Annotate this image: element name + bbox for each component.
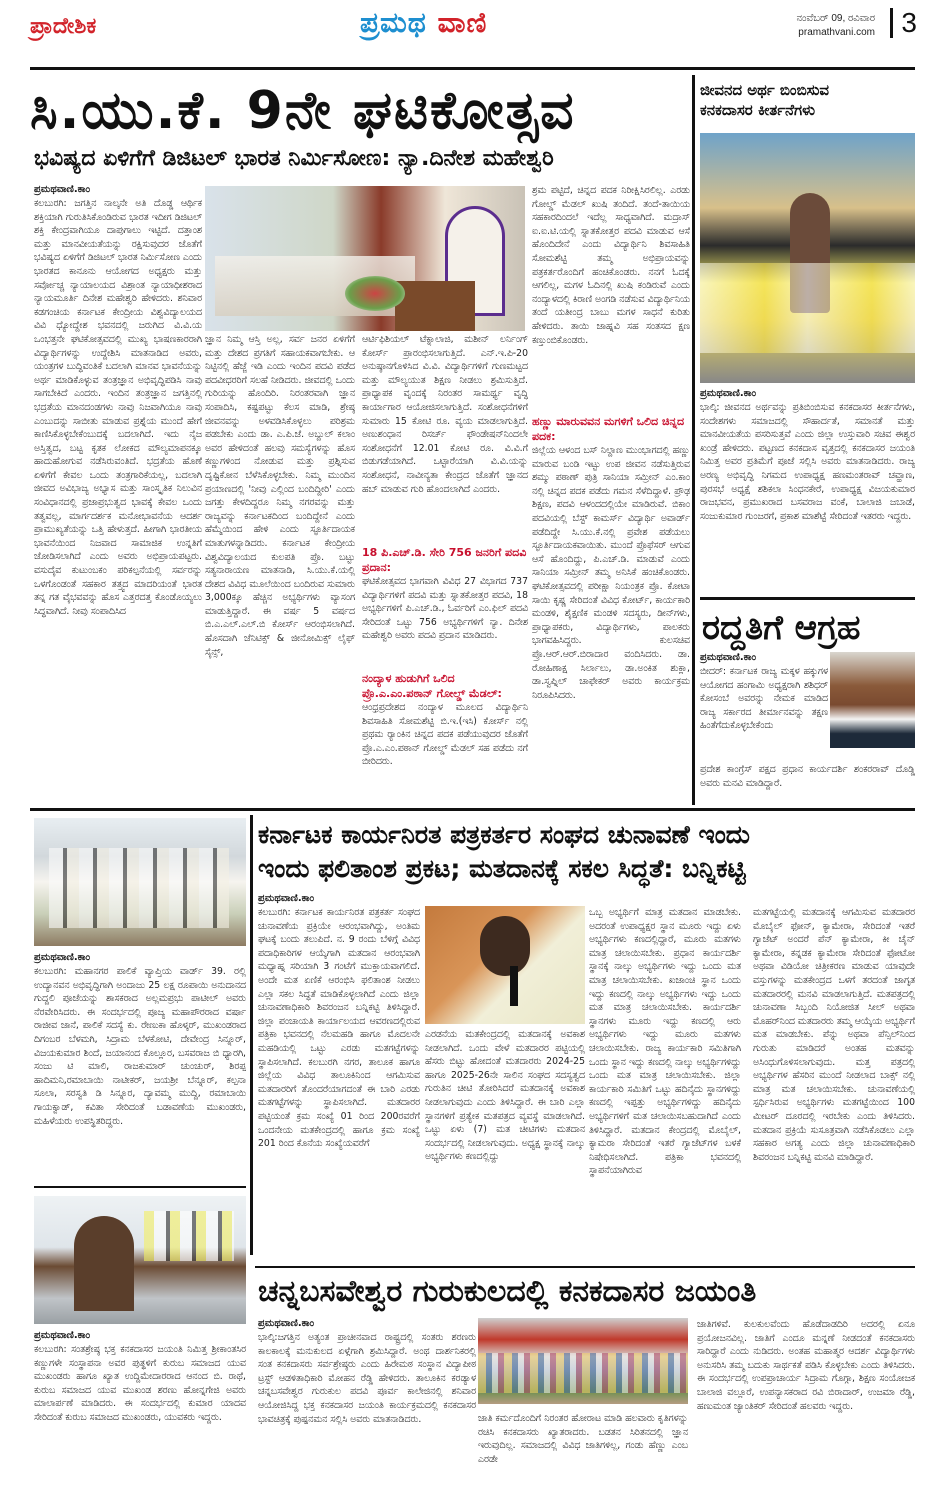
article-text: ಜಿಲ್ಲೆಯ ಆಳಂದ ಬಸ್ ನಿಲ್ದಾಣ ಮುಂಭಾಗದಲ್ಲಿ ಹಣ್ಣು ಮಾರುವ ಬಂಡಿ ಇಟ್ಟು ಉಪ ಜೀವನ ನಡೆಸುತ್ತಿರುವ ಶಮ್ಮು ಪಠಾಣ್ ಪುತ್ರಿ ಸಾನಿಯಾ ಸಮ್ರೀನ್ ಎಂ.ಕಾಂ ನಲ್ಲಿ ಚಿನ್ನದ ಪದಕ ಪಡೆದು ಗಮನ ಸೆಳೆದಿದ್ದಾಳೆ. ಪ್ರೌಢ ಶಿಕ್ಷಣ, ಪದವಿ ಆಳಂದದಲ್ಲಿಯೇ ಮಾಡಿರುವೆ. ಬಿಕಾಂ ಪದವಿಯಲ್ಲಿ ಬೆಸ್ಟ್ ಕಾಮರ್ಸ್ ವಿದ್ಯಾರ್ಥಿ ಅವಾರ್ಡ್ ಪಡೆದಿದ್ದೇ ಸಿ.ಯು.ಕೆ.ನಲ್ಲಿ ಪ್ರವೇಶ ಪಡೆಯಲು ಸ್ಫೂರ್ತಿದಾಯಕವಾಯಿತು. ಮುಂದೆ ಪ್ರೊಫೆಸರ್ ಆಗುವ ಆಸೆ ಹೊಂದಿದ್ದು, ಪಿ.ಎಚ್.ಡಿ. ಮಾಡುವೆ ಎಂದು ಸಾನಿಯಾ ಸಮ್ರೀನ್ ತಮ್ಮ ಅನಿಸಿಕೆ ಹಂಚಿಕೊಂಡರು. ಘಟಿಕೋತ್ಸವದಲ್ಲಿ ಪರೀಕ್ಷಾ ನಿಯಂತ್ರಕ ಪ್ರೊ. ಕೋಟಾ ಸಾಯಿ ಕೃಷ್ಣ ಸೇರಿದಂತೆ ವಿವಿಧ ಕೋರ್ಟ್, ಕಾರ್ಯಕಾರಿ ಮಂಡಳಿ, ಶೈಕ್ಷಣಿಕ ಮಂಡಳಿ ಸದಸ್ಯರು, ಡೀನ್‌ಗಳು, ಪ್ರಾಧ್ಯಾಪಕರು, ವಿದ್ಯಾರ್ಥಿಗಳು, ಪಾಲಕರು ಭಾಗವಹಿಸಿದ್ದರು. ಕುಲಸಚಿವ ಪ್ರೊ.ಆರ್.ಆರ್.ಬಿರಾದಾರ ವಂದಿಸಿದರು. ಡಾ. ರೋಹಿಣಾಕ್ಷ ಸಿರ್ಲಾಲು, ಡಾ.ಅಂಕಿತ ಶುಕ್ಲಾ, ಡಾ.ಸ್ವಪ್ನಿಲ್ ಚಾಫೇಕರ್ ಅವರು ಕಾರ್ಯಕ್ರಮ ನಿರೂಪಿಸಿದರು. xyxy=(532,445,690,701)
byline: ಪ್ರಮಥವಾಣಿ.ಕಾಂ xyxy=(34,952,91,963)
kanakadasa-photo xyxy=(700,133,915,383)
kanakadasa-article xyxy=(700,388,915,601)
raddati-headline[interactable]: ರದ್ದತಿಗೆ ಆಗ್ರಹ xyxy=(702,608,861,648)
subhead-fruit: ಹಣ್ಣು ಮಾರುವವನ ಮಗಳಿಗೆ ಒಲಿದ ಚಿನ್ನದ ಪದಕ: xyxy=(532,415,685,443)
ward-ceremony-photo xyxy=(34,818,246,946)
byline: ಪ್ರಮಥವಾಣಿ.ಕಾಂ xyxy=(700,652,757,663)
photo-crowd xyxy=(700,263,915,353)
jayanti-col-2 xyxy=(478,1412,688,1468)
article-text: ಭಾಲ್ಕಿ:ಜಗತ್ತಿನ ಅತ್ಯಂತ ಪ್ರಾಚೀನವಾದ ರಾಷ್ಟ್ರದಲ್ಲಿ ಸಂತರು ಶರಣರು ಕಾಲಕಾಲಕ್ಕೆ ಮನುಕುಲದ ಏಳ್ಗೆಗಾಗಿ ಶ್ರಮಿಸಿದ್ದಾರೆ. ಅಂಥ ದಾರ್ಶನಿಕರಲ್ಲಿ ಸಂತ ಕನಕದಾಸರು ಸರ್ವಶ್ರೇಷ್ಠರು ಎಂದು ಹಿರೇಮಠ ಸಂಸ್ಥಾನ ವಿದ್ಯಾಪೀಠ ಟ್ರಸ್ಟ್ ಆಡಳಿತಾಧಿಕಾರಿ ಮೋಹನ ರೆಡ್ಡಿ ಹೇಳಿದರು. ತಾಲೂಕಿನ ಕರಡ್ಯಾಳ ಚನ್ನಬಸವೇಶ್ವರ ಗುರುಕುಲ ಪದವಿ ಪೂರ್ವ ಕಾಲೇಜಿನಲ್ಲಿ ಶನಿವಾರ ಆಯೋಜಿಸಿದ್ದ ಭಕ್ತ ಕನಕದಾಸರ ಜಯಂತಿ ಕಾರ್ಯಕ್ರಮದಲ್ಲಿ ಕನಕದಾಸರ ಭಾವಚಿತ್ರಕ್ಕೆ ಪುಷ್ಪನಮನ ಸಲ್ಲಿಸಿ ಅವರು ಮಾತನಾಡಿದರು. xyxy=(258,1332,476,1425)
journalists-col-2 xyxy=(425,1028,585,1238)
subhead-nandyal: ನಂದ್ಯಾಳ ಹುಡುಗಿಗೆ ಒಲಿದ ಪ್ರೊ.ಎ.ಎಂ.ಪಠಾನ್ ಗೋಲ್ಡ್ ಮೆಡಲ್: xyxy=(362,672,502,700)
article-text: ಕಲಬುರಗಿ: ಮಹಾನಗರ ಪಾಲಿಕೆ ವ್ಯಾಪ್ತಿಯ ವಾರ್ಡ್ 39. ರಲ್ಲಿ ಉದ್ಯಾನವನ ಅಭಿವೃದ್ಧಿಗಾಗಿ ಅಂದಾಜು 25 ಲಕ್ಷ ರೂಪಾಯಿ ಅನುದಾನದ ಗುದ್ದಲಿ ಪೂಜೆಯನ್ನು ಶಾಸಕರಾದ ಅಲ್ಲಮಪ್ರಭು ಪಾಟೀಲ್ ಅವರು ನೆರವೇರಿಸಿದರು. ಈ ಸಂದರ್ಭದಲ್ಲಿ ಪೂಜ್ಯ ಮಹಾಪೌರರಾದ ವರ್ಷಾ ರಾಜೀವ ಜಾನೆ, ಪಾಲಿಕೆ ಸದಸ್ಯೆ ಕು. ರೇಣುಕಾ ಹೊಳ್ಕರ್, ಮುಖಂಡರಾದ ದಿಗಂಬರ ಬೆಳಮಗಿ, ಸಿದ್ರಾಮ ಬೆಳಕೋಟಿ, ದೇವೇಂದ್ರ ಸಿನ್ನೂರ್, ವಿಜಯಕುಮಾರ ಶಿಂದೆ, ಜಯಾನಂದ ಕೊಲ್ಲೂರ, ಬಸವರಾಜ ಬಿ ಧ್ಯಾರಗಿ, ಸಂಜು ಟಿ ಮಾಲಿ, ರಾಜಕುಮಾರ್ ಚುಂಚುರ್, ಶಿರಪ್ಪ ಹಾದಿಮನಿ,ರಮಾಬಾಯಿ ನಾಟೀಕರ್, ಜಯಶ್ರೀ ಬೆನ್ನೂರ್, ಕಲ್ಪನಾ ಸೂಲಾ, ಸರಸ್ವತಿ ಡಿ ಸಿನ್ನೂರ, ದ್ಯಾವಮ್ಮ ಮುದ್ದಿ, ರಮಾಬಾಯಿ ಗಾಯಕ್ವಾಡ್, ಕವಿತಾ ಸೇರಿದಂತೆ ಬಡಾವಣೆಯ ಮುಖಂಡರು, ಮಹಿಳೆಯರು ಉಪಸ್ಥಿತರಿದ್ದರು. xyxy=(34,966,246,1127)
kanakadasa-headline[interactable] xyxy=(700,80,915,120)
newspaper-logo[interactable] xyxy=(360,6,487,40)
statue-article xyxy=(34,1330,246,1473)
article-text: ಜಾತಿ ಕರ್ಮದೊಂದಿಗೆ ನಿರಂತರ ಹೋರಾಟ ಮಾಡಿ ಹಲವಾರು ಕೃತಿಗಳನ್ನು ರಚಿಸಿ ಕನಕದಾಸರು ಖ್ಯಾತರಾದರು. ಬಡತನ ಸಿರಿತನದಲ್ಲಿ ಜ್ಞಾನ ಇರುವುದಿಲ್ಲ. ಸಮಾಜದಲ್ಲಿ ವಿವಿಧ ಜಾತಿಗಳಿಲ್ಲ, ಗಂಡು ಹೆಣ್ಣು ಎಂಬ ಎರಡೇ xyxy=(478,1413,688,1465)
article-text: ಶ್ರಮ ಪಟ್ಟಿದೆ, ಚಿನ್ನದ ಪದಕ ನಿರೀಕ್ಷಿಸಿರಲಿಲ್ಲ. ಎರಡು ಗೋಲ್ಡ್ ಮೆಡಲ್ ಖುಷಿ ತಂದಿದೆ. ತಂದೆ-ತಾಯಿಯ ಸಹಕಾರದಿಂದಲೆ ಇದೆಲ್ಲ ಸಾಧ್ಯವಾಗಿದೆ. ಮದ್ರಾಸ್ ಐ.ಐ.ಟಿ.ಯಲ್ಲಿ ಸ್ನಾತಕೋತ್ತರ ಪದವಿ ಮಾಡುವ ಆಸೆ ಹೊಂದಿದೇನೆ ಎಂದು ವಿದ್ಯಾರ್ಥಿನಿ ಶಿವಸಾಹಿತಿ ಸೋಮಶೆಟ್ಟಿ ತಮ್ಮ ಅಭಿಪ್ರಾಯವನ್ನು ಪತ್ರಕರ್ತರೊಂದಿಗೆ ಹಂಚಿಕೊಂಡರು. ನನಗೆ ಓದಕ್ಕೆ ಆಗಲಿಲ್ಲ, ಮಗಳ ಓದಿನಲ್ಲಿ ಖುಷಿ ಕಂಡಿರುವೆ ಎಂದು ನಂದ್ಯಾಳದಲ್ಲಿ ಕಿರಾಣಿ ಅಂಗಡಿ ನಡೆಸುವ ವಿದ್ಯಾರ್ಥಿನಿಯ ತಂದೆ ಯತೀಂದ್ರ ಬಾಬು ಮಗಳ ಸಾಧನೆ ಕುರಿತು ಹೇಳಿದರು. ತಾಯಿ ಜಾಹ್ನವಿ ಸಹ ಸಂತಸದ ಕ್ಷಣ ಕಣ್ತುಂಬಿಕೊಂಡರು. xyxy=(532,185,690,346)
photo-microphone xyxy=(510,966,518,1006)
lead-col-1 xyxy=(34,184,202,809)
masthead-divider xyxy=(30,67,915,70)
photo-people xyxy=(49,848,229,928)
jayanti-col-1 xyxy=(258,1318,476,1471)
issue-date: ನಂವೆಬರ್ 09, ರವಿವಾರ xyxy=(796,13,875,24)
photo-flowers xyxy=(345,276,405,311)
article-text: ಘಟಿಕೋತ್ಸವದ ಭಾಗವಾಗಿ ವಿವಿಧ 27 ವಿಭಾಗದ 737 ವಿದ್ಯಾರ್ಥಿಗಳಿಗೆ ಪದವಿ ಮತ್ತು ಸ್ನಾತಕೋತ್ತರ ಪದವಿ, 18 ಅಭ್ಯರ್ಥಿಗಳಿಗೆ ಪಿ.ಎಚ್.ಡಿ., ಓರ್ವರಿಗೆ ಎಂ.ಫಿಲ್ ಪದವಿ ಸೇರಿದಂತೆ ಒಟ್ಟು 756 ಅಭ್ಯರ್ಥಿಗಳಿಗೆ ನ್ಯಾ. ದಿನೇಶ ಮಹೇಶ್ವರಿ ಅವರು ಪದವಿ ಪ್ರದಾನ ಮಾಡಿದರು. xyxy=(362,576,528,642)
section-divider xyxy=(34,1186,246,1188)
article-text: ಕಲಬುರಗಿ: ಸಂತಶ್ರೇಷ್ಠ ಭಕ್ತ ಕನಕದಾಸರ ಜಯಂತಿ ನಿಮಿತ್ತ ಶ್ರೀಕಾಂತಸಿರ ಕಣ್ಣುಗಳೇ ಸಂಸ್ಥಾಪನಾ ಅವರ ಪುತ್ಥಳಿಗೆ ಕುರುಬ ಸಮಾಜದ ಯುವ ಮುಖಂಡರು ಹಾಗೂ ಖ್ಯಾತ ಉದ್ದಿಮೇದಾರರಾದ ಆನಂದ ಬಿ. ರಾಥೆ, ಕುರುಬ ಸಮಾಜದ ಯುವ ಮುಖಂಡ ಶರಣು ಹೋನ್ನಗೇಜಿ ಅವರು ಮಾಲಾರ್ಪಣೆ ಮಾಡಿದರು. ಈ ಸಂದರ್ಭದಲ್ಲಿ ಕುಮಾರ ಯಾದವ ಸೇರಿದಂತೆ ಕುರುಬ ಸಮಾಜದ ಮುಖಂಡರು, ಯುವಕರು ಇದ್ದರು. xyxy=(34,1344,246,1423)
section-divider xyxy=(255,1266,915,1268)
article-text: ಭಾಲ್ಕಿ: ಜೀವನದ ಅರ್ಥವನ್ನು ಪ್ರತಿಬಿಂಬಿಸುವ ಕನಕದಾಸರ ಕೀರ್ತನೆಗಳು, ಸಂದೇಶಗಳು ಸಮಾಜದಲ್ಲಿ ಸೌಹಾರ್ದತೆ, ಸಮಾನತೆ ಮತ್ತು ಮಾನವೀಯತೆಯ ಪಸರಿಸುತ್ತವೆ ಎಂದು ಜಿಲ್ಲಾ ಉಸ್ತುವಾರಿ ಸಚಿವ ಈಶ್ವರ ಖಂಡ್ರೆ ಹೇಳಿದರು. ಪಟ್ಟಣದ ಕನಕದಾಸ ವೃತ್ತದಲ್ಲಿ ಕನಕದಾಸರ ಜಯಂತಿ ನಿಮಿತ್ತ ಅವರ ಪ್ರತಿಮೆಗೆ ಪೂಜೆ ಸಲ್ಲಿಸಿ ಅವರು ಮಾತನಾಡಿದರು. ರಾಜ್ಯ ಅರಣ್ಯ ಅಭಿವೃದ್ಧಿ ನಿಗಮದ ಉಪಾಧ್ಯಕ್ಷ ಹಣಮಂತರಾವ್ ಚವ್ಹಾಣ, ಪುರಸಭೆ ಅಧ್ಯಕ್ಷೆ ಶಶಿಕಲಾ ಸಿಂಧನಕೇರೆ, ಉಪಾಧ್ಯಕ್ಷ ವಿಜಯಕುಮಾರ ರಾಜಭವನ, ಪ್ರಮುಖರಾದ ಬಸವರಾಜ ವಂಕೆ, ಬಾಲಾಜಿ ಜಬಾಡೆ, ಸಂಜುಕುಮಾರ ಗುಂಜರಗೆ, ಪ್ರಕಾಶ ಮಾಶೆಟ್ಟೆ ಸೇರಿದಂತೆ ಇತರರು ಇದ್ದರು. xyxy=(700,402,915,522)
article-text: ಆರ್ಟಿಫಿಶಿಯಲ್ ಟೆಕ್ನಾಲಾಜಿ, ಮಶೀನ್ ಲರ್ನಿಂಗ್ ಕೋರ್ಸ್ ಪ್ರಾರಂಭಿಸಲಾಗುತ್ತಿದೆ. ಎನ್.ಇ.ಪಿ-20 ಅನುಷ್ಠಾನಗೊಳಿಸಿದ ವಿ.ವಿ. ವಿದ್ಯಾರ್ಥಿಗಳಿಗೆ ಗುಣಮಟ್ಟದ ಮತ್ತು ಮೌಲ್ಯಯುತ ಶಿಕ್ಷಣ ನೀಡಲು ಶ್ರಮಿಸುತ್ತಿದೆ. ಪ್ರಾಧ್ಯಾಪಕ ವೃಂದಕ್ಕೆ ನಿರಂತರ ಸಾಮರ್ಥ್ಯ ವೃದ್ಧಿ ಕಾರ್ಯಾಗಾರ ಆಯೋಜಿಸಲಾಗುತ್ತಿದೆ. ಸಂಶೋಧನೆಗಳಿಗೆ ಸುಮಾರು 15 ಕೋಟಿ ರೂ. ವ್ಯಯ ಮಾಡಲಾಗುತ್ತಿದೆ. ಅಣುಶಂಧಾನ ರಿಸರ್ಚ್ ಫೌಂಡೇಷನ್‌ನಿಂದಲೇ ಸಂಶೋಧನೆಗೆ 12.01 ಕೋಟಿ ರೂ. ವಿ.ವಿ.ಗೆ ಬಿಡುಗಡೆಯಾಗಿದೆ. ಒಟ್ಟಾರೆಯಾಗಿ ವಿ.ವಿ.ಯನ್ನು ಸಂಶೋಧನೆ, ನಾವೀನ್ಯತಾ ಕೇಂದ್ರದ ಜೊತೆಗೆ ಜ್ಞಾನದ ಹಬ್ ಮಾಡುವ ಗುರಿ ಹೊಂದಲಾಗಿದೆ ಎಂದರು. xyxy=(362,334,528,495)
logo-part-2: ವಾಣಿ xyxy=(437,6,488,39)
website-link[interactable]: pramathvani.com xyxy=(798,27,875,38)
jayanti-headline[interactable]: ಚನ್ನಬಸವೇಶ್ವರ ಗುರುಕುಲದಲ್ಲಿ ಕನಕದಾಸರ ಜಯಂತಿ xyxy=(258,1274,757,1309)
article-text: ಆಂಧ್ರಪ್ರದೇಶದ ನಂದ್ಯಾಳ ಮೂಲದ ವಿದ್ಯಾರ್ಥಿನಿ ಶಿವಸಾಹಿತಿ ಸೋಮಶೆಟ್ಟಿ ಬಿ.ಇ.(ಇಸಿ) ಕೋರ್ಸ್ ನಲ್ಲಿ ಪ್ರಥಮ ರ್‍ಯಾಂಕಿನ ಚಿನ್ನದ ಪದಕ ಪಡೆಯುವುದರ ಜೊತೆಗೆ ಪ್ರೊ.ಎ.ಎಂ.ಪಠಾನ್ ಗೋಲ್ಡ್ ಮೆಡಲ್ ಸಹ ಪಡೆದು ನಗೆ ಬೀರಿದರು. xyxy=(362,702,528,768)
article-text: ಎರಡನೆಯ ಮತಕೇಂದ್ರದಲ್ಲಿ ಮತದಾನಕ್ಕೆ ಅವಕಾಶ ನೀಡಲಾಗಿದೆ. ಒಂದು ವೇಳೆ ಮತದಾರರ ಪಟ್ಟಿಯಲ್ಲಿ ಹೆಸರು ಬಿಟ್ಟು ಹೋದಂತೆ ಮತದಾರರು 2024-25 ಹಾಗೂ 2025-26ನೇ ಸಾಲಿನ ಸಂಘದ ಸದಸ್ಯತ್ವದ ಗುರುತಿನ ಚೀಟಿ ತೋರಿಸಿದರೆ ಮತದಾನಕ್ಕೆ ಅವಕಾಶ ನೀಡಲಾಗುವುದು ಎಂದು ತಿಳಿಸಿದ್ದಾರೆ. ಈ ಬಾರಿ ಎಲ್ಲಾ ಸ್ಥಾನಗಳಿಗೆ ಪ್ರತ್ಯೇಕ ಮತಪತ್ರದ ವ್ಯವಸ್ಥೆ ಮಾಡಲಾಗಿದೆ. ಒಟ್ಟು ಏಳು (7) ಮತ ಚೀಟಿಗಳು ಮತದಾನ ಸಂದರ್ಭದಲ್ಲಿ ನೀಡಲಾಗುವುದು. ಅಧ್ಯಕ್ಷ ಸ್ಥಾನಕ್ಕೆ ನಾಲ್ಕು ಅಭ್ಯರ್ಥಿಗಳು ಕಣದಲ್ಲಿದ್ದು xyxy=(425,1029,585,1163)
article-text: ಒಬ್ಬ ಅಭ್ಯರ್ಥಿಗೆ ಮಾತ್ರ ಮತದಾನ ಮಾಡಬೇಕು. ಅದರಂತೆ ಉಪಾಧ್ಯಕ್ಷರ ಸ್ಥಾನ ಮೂರು ಇದ್ದು ಏಳು ಅಭ್ಯರ್ಥಿಗಳು ಕಣದಲ್ಲಿದ್ದಾರೆ, ಮೂರು ಮತಗಳು ಮಾತ್ರ ಚಲಾಯಿಸಬೇಕು. ಪ್ರಧಾನ ಕಾರ್ಯದರ್ಶಿ ಸ್ಥಾನಕ್ಕೆ ನಾಲ್ಕು ಅಭ್ಯರ್ಥಿಗಳು ಇದ್ದು ಒಂದು ಮತ ಮಾತ್ರ ಚಲಾಯಿಸಬೇಕು. ಖಜಾಂಚಿ ಸ್ಥಾನ ಒಂದು ಇದ್ದು ಕಣದಲ್ಲಿ ನಾಲ್ಕು ಅಭ್ಯರ್ಥಿಗಳು ಇದ್ದು ಒಂದು ಮತ ಮಾತ್ರ ಚಲಾಯಿಸಬೇಕು. ಕಾರ್ಯದರ್ಶಿ ಸ್ಥಾನಗಳು ಮೂರು ಇದ್ದು ಕಣದಲ್ಲಿ ಆರು ಅಭ್ಯರ್ಥಿಗಳು ಇದ್ದು ಮೂರು ಮತಗಳು ಚಲಾಯಿಸಬೇಕು. ರಾಜ್ಯ ಕಾರ್ಯಕಾರಿ ಸಮಿತಿಗಾಗಿ ಒಂದು ಸ್ಥಾನ ಇದ್ದು ಕಣದಲ್ಲಿ ನಾಲ್ಕು ಅಭ್ಯರ್ಥಿಗಳಿದ್ದು ಒಂದು ಮತ ಮಾತ್ರ ಚಲಾಯಿಸಬೇಕು. ಜಿಲ್ಲಾ ಕಾರ್ಯಕಾರಿ ಸಮಿತಿಗೆ ಒಟ್ಟು ಹದಿನೈದು ಸ್ಥಾನಗಳಿದ್ದು ಕಣದಲ್ಲಿ ಇಪ್ಪತ್ತು ಅಭ್ಯರ್ಥಿಗಳಿದ್ದು ಹದಿನೈದು ಅಭ್ಯರ್ಥಿಗಳಿಗೆ ಮತ ಚಲಾಯಿಸಬಹುದಾಗಿದೆ ಎಂದು ತಿಳಿಸಿದ್ದಾರೆ. ಮತದಾನ ಕೇಂದ್ರದಲ್ಲಿ ಮೊಬೈಲ್, ಕ್ಯಾಮರಾ ಸೇರಿದಂತೆ ಇತರೆ ಗ್ಯಾಜೆಟ್‌ಗಳ ಬಳಕೆ ನಿಷೇಧಿಸಲಾಗಿದೆ. ಪತ್ರಿಕಾ ಭವನದಲ್ಲಿ ಸ್ಥಾಪನೆಯಾಗಿರುವ xyxy=(589,907,741,1177)
section-label: ಪ್ರಾದೇಶಿಕ xyxy=(30,14,97,39)
issue-info xyxy=(796,12,875,40)
headline-line: ಕರ್ನಾಟಕ ಕಾರ್ಯನಿರತ ಪತ್ರಕರ್ತರ ಸಂಘದ ಚುನಾವಣೆ ಇಂದು xyxy=(258,820,750,849)
photo-statue xyxy=(74,1216,134,1311)
journalists-col-4 xyxy=(753,906,915,1238)
students-group-photo xyxy=(478,1318,688,1404)
lead-headline[interactable]: ಸಿ.ಯು.ಕೆ. 9ನೇ ಘಟಿಕೋತ್ಸವ xyxy=(30,81,576,141)
logo-part-1: ಪ್ರಮಥ xyxy=(360,6,427,39)
byline: ಪ್ರಮಥವಾಣಿ.ಕಾಂ xyxy=(258,1318,315,1329)
journalists-col-3 xyxy=(589,906,741,1238)
speaker-with-microphone-photo xyxy=(425,906,585,1024)
ward-article xyxy=(34,952,246,1197)
column-divider xyxy=(250,815,253,1255)
headline-line: ಇಂದು ಫಲಿತಾಂಶ ಪ್ರಕಟ; ಮತದಾನಕ್ಕೆ ಸಕಲ ಸಿದ್ಧತೆ: ಬನ್ನಿಕಟ್ಟಿ xyxy=(258,854,746,883)
page-number: 3 xyxy=(890,8,917,38)
subhead-phd: 18 ಪಿ.ಎಚ್.ಡಿ. ಸೇರಿ 756 ಜನರಿಗೆ ಪದವಿ ಪ್ರದಾನ: xyxy=(362,546,527,574)
article-text: ಮತಗಟ್ಟೆಯಲ್ಲಿ ಮತದಾನಕ್ಕೆ ಆಗಮಿಸುವ ಮತದಾರರ ಮೊಬೈಲ್ ಫೋನ್, ಕ್ಯಾಮೇರಾ, ಸೇರಿದಂತೆ ಇತರೆ ಗ್ಯಾಜೆಟ್ ಅಂದರೆ ಪೆನ್ ಕ್ಯಾಮೇರಾ, ಕೀ ಚೈನ್ ಕ್ಯಾಮೇರಾ, ಕನ್ನಡಕ ಕ್ಯಾಮೇರಾ ಸೇರಿದಂತೆ ಫೋಟೋ ಅಥವಾ ವಿಡಿಯೋ ಚಿತ್ರೀಕರಣ ಮಾಡುವ ಯಾವುದೇ ವಸ್ತುಗಳನ್ನು ಮತಕೇಂದ್ರದ ಒಳಗೆ ತರದಂತೆ ಜಾಗೃತ ಮತದಾರರಲ್ಲಿ ಮನವಿ ಮಾಡಲಾಗುತ್ತಿದೆ. ಮತಪತ್ರದಲ್ಲಿ ಚುನಾವಣಾ ಸಿಬ್ಬಂದಿ ನಿಯೋಜಿತ ಸೀಲ್ ಅಥವಾ ಮೊಹರ್‌ನಿಂದ ಮತದಾರರು ತಮ್ಮ ಆಯ್ಕೆಯ ಅಭ್ಯರ್ಥಿಗೆ ಮತ ಮಾಡಬೇಕು. ಪೆನ್ನು ಅಥವಾ ಪೆನ್ಸಿಲ್‌ನಿಂದ ಗುರುತು ಮಾಡಿದರೆ ಅಂತಹ ಮತವನ್ನು ಅಸಿಂಧುಗೊಳಿಸಲಾಗುವುದು. ಮತ್ತ ಪತ್ರದಲ್ಲಿ ಅಭ್ಯರ್ಥಿಗಳ ಹೆಸರಿನ ಮುಂದೆ ನೀಡಲಾದ ಬಾಕ್ಸ್ ನಲ್ಲಿ ಮಾತ್ರ ಮತ ಚಲಾಯಿಸಬೇಕು. ಚುನಾವಣೆಯಲ್ಲಿ ಸ್ಪರ್ಧಿಸಿರುವ ಅಭ್ಯರ್ಥಿಗಳು ಮತಗಟ್ಟೆಯಿಂದ 100 ಮೀಟರ್ ದೂರದಲ್ಲಿ ಇರಬೇಕು ಎಂದು ತಿಳಿಸಿದರು. ಮತದಾನ ಪ್ರಕ್ರಿಯೆ ಸುಸೂತ್ರವಾಗಿ ನಡೆಸಿಕೊಡಲು ಎಲ್ಲಾ ಸಹಕಾರ ಅಗತ್ಯ ಎಂದು ಜಿಲ್ಲಾ ಚುನಾವಣಾಧಿಕಾರಿ ಶಿವರಂಜನ ಬನ್ನಿಕಟ್ಟಿ ಮನವಿ ಮಾಡಿದ್ದಾರೆ. xyxy=(753,907,915,1163)
byline: ಪ್ರಮಥವಾಣಿ.ಕಾಂ xyxy=(258,893,315,904)
convocation-photo xyxy=(205,186,525,331)
photo-podium xyxy=(395,281,475,331)
byline: ಪ್ರಮಥವಾಣಿ.ಕಾಂ xyxy=(34,184,91,195)
byline: ಪ್ರಮಥವಾಣಿ.ಕಾಂ xyxy=(700,388,757,399)
headline-line: ಜೀವನದ ಅರ್ಥ ಬಿಂಬಿಸುವ xyxy=(700,81,830,99)
jayanti-col-3 xyxy=(697,1318,915,1468)
article-text: ಕಲಬುರಗಿ: ಕರ್ನಾಟಕ ಕಾರ್ಯನಿರತ ಪತ್ರಕರ್ತ ಸಂಘದ ಚುನಾವಣೆಯ ಪ್ರಕ್ರಿಯೇ ಆರಂಭವಾಗಿದ್ದು, ಅಂತಿಮ ಘಟಕ್ಕೆ ಬಂದು ತಲುಪಿದೆ. ನ. 9 ರಂದು ಬೆಳಿಗ್ಗೆ ವಿವಿಧ ಪದಾಧಿಕಾರಿಗಳ ಆಯ್ಕೆಗಾಗಿ ಮತದಾನ ಆರಂಭವಾಗಿ ಮಧ್ಯಾಹ್ನ ಸರಿಯಾಗಿ 3 ಗಂಟೆಗೆ ಮುಕ್ತಾಯವಾಗಲಿದೆ. ಅಂದೇ ಮತ ಏಣಿಕೆ ಆರಂಭಿಸಿ ಫಲಿತಾಂಶ ನೀಡಲು ಎಲ್ಲಾ ಸಕಲ ಸಿದ್ಧತೆ ಮಾಡಿಕೊಳ್ಳಲಾಗಿದೆ ಎಂದು ಜಿಲ್ಲಾ ಚುನಾವಣಾಧಿಕಾರಿ ಶಿವರಂಜನ ಬನ್ನಿಕಟ್ಟಿ ತಿಳಿಸಿದ್ದಾರೆ. ಜಿಲ್ಲಾ ಪಂಚಾಯತಿ ಕಾರ್ಯಾಲಯದ ಆವರಣದಲ್ಲಿರುವ ಪತ್ರಿಕಾ ಭವನದಲ್ಲಿ ನೆಲಮಹಡಿ ಹಾಗೂ ಮೊದಲನೇ ಮಹಡಿಯಲ್ಲಿ ಒಟ್ಟು ಎರಡು ಮತಗಟ್ಟೆಗಳನ್ನು ಸ್ಥಾಪಿಸಲಾಗಿದೆ. ಕಲಬುರಗಿ ನಗರ, ತಾಲೂಕ ಹಾಗೂ ಜಿಲ್ಲೆಯ ವಿವಿಧ ತಾಲೂಕಿನಿಂದ ಆಗಮಿಸುವ ಮತದಾರರಿಗೆ ತೊಂದರೆಯಾಗದಂತೆ ಈ ಬಾರಿ ಎರಡು ಮತಗಟ್ಟೆಗಳನ್ನು ಸ್ಥಾಪಿಸಲಾಗಿದೆ. ಮತದಾರರ ಪಟ್ಟಿಯಂತೆ ಕ್ರಮ ಸಂಖ್ಯೆ 01 ರಿಂದ 200ರವರೆಗೆ ಒಂದನೇಯ ಮತಕೇಂದ್ರದಲ್ಲಿ ಹಾಗೂ ಕ್ರಮ ಸಂಖ್ಯೆ 201 ರಿಂದ ಕೊನೆಯ ಸಂಖ್ಯೆಯವರೆಗೆ xyxy=(258,907,420,1150)
statue-garlanding-photo xyxy=(34,1196,246,1324)
lead-subheadline: ಭವಿಷ್ಯದ ಏಳಿಗೆಗೆ ಡಿಜಿಟಲ್ ಭಾರತ ನಿರ್ಮಿಸೋಣ: ನ್ಯಾ.ದಿನೇಶ ಮಹೇಶ್ವರಿ xyxy=(34,146,554,171)
journalists-headline[interactable] xyxy=(258,818,918,886)
lead-col-2 xyxy=(205,333,355,808)
photo-face xyxy=(480,916,530,976)
section-divider xyxy=(30,808,915,811)
raddati-article xyxy=(700,652,828,775)
journalists-col-1 xyxy=(258,893,420,1251)
lead-col-3 xyxy=(362,333,528,797)
article-text: ಪ್ರದೇಶ ಕಾಂಗ್ರೆಸ್ ಪಕ್ಷದ ಪ್ರಧಾನ ಕಾರ್ಯದರ್ಶಿ ಶಂಕರರಾವ್ ದೊಡ್ಡಿ ಅವರು ಮನವಿ ಮಾಡಿದ್ದಾರೆ. xyxy=(700,764,915,789)
portrait-photo xyxy=(830,652,915,748)
article-text: ಜ್ಞಾನ ನಿಮ್ಮ ಆಸ್ತಿ ಅಲ್ಲ, ಸರ್ವ ಜನರ ಏಳಿಗೆಗೆ ಮತ್ತು ದೇಶದ ಪ್ರಗತಿಗೆ ಸಹಾಯಕವಾಗಬೇಕು. ಆ ನಿಟ್ಟಿನಲ್ಲಿ ಹೆಜ್ಜೆ ಇಡಿ ಎಂದು ಇಂದಿನ ಪದವಿ ಪಡೆದ ಪದವೀಧರರಿಗೆ ಸಲಹೆ ನೀಡಿದರು. ಜೀವದಲ್ಲಿ ಒಂದು ಗುರಿಯನ್ನು ಹೊಂದಿರಿ. ನಿರಂತರವಾಗಿ ಜ್ಞಾನ ಸಂಪಾದಿಸಿ, ಕಷ್ಟಪಟ್ಟು ಕೆಲಸ ಮಾಡಿ, ಶ್ರೇಷ್ಠ ಜೀವನವನ್ನು ಅಳವಡಿಸಿಕೊಳ್ಳಲು ಪರಿಶ್ರಮ ಪಡಬೇಕು ಎಂದು ಡಾ. ಎ.ಪಿ.ಜೆ. ಅಬ್ದುಲ್ ಕಲಾಂ ಅವರ ಹೇಳಿದಂತೆ ಹಲವು ಸಮಸ್ಯೆಗಳನ್ನು ಹೊಸ ಕಣ್ಣುಗಳಿಂದ ನೋಡುವ ಮತ್ತು ಪ್ರಶ್ನಿಸುವ ದೃಷ್ಟಿಕೋನ ಬೆಳೆಸಿಕೊಳ್ಳಬೇಕು. ನಿಮ್ಮ ಮುಂದಿನ ಪ್ರಯಾಣದಲ್ಲಿ 'ನೀವು ಎಲ್ಲಿಂದ ಬಂದಿದ್ದೀರಿ' ಎಂದು ಜಗತ್ತು ಕೇಳದಿದ್ದರೂ ನಿಮ್ಮ ನಗರವನ್ನು ಮತ್ತು ರಾಜ್ಯವನ್ನು ಕರ್ನಾಟಕದಿಂದ ಬಂದಿದ್ದೇನೆ ಎಂದು ಹೆಮ್ಮೆಯಿಂದ ಹೇಳಿ ಎಂದು ಸ್ಫೂರ್ತಿದಾಯಕ ಮಾತುಗಳನ್ನಾಡಿದರು. ಕರ್ನಾಟಕ ಕೇಂದ್ರೀಯ ವಿಶ್ವವಿದ್ಯಾಲಯದ ಕುಲಪತಿ ಪ್ರೊ. ಬಟ್ಟು ಸತ್ಯನಾರಾಯಣ ಮಾತನಾಡಿ, ಸಿ.ಯು.ಕೆ.ಯಲ್ಲಿ ದೇಶದ ವಿವಿಧ ಮೂಲೆಯಿಂದ ಬಂದಿರುವ ಸುಮಾರು 3,000ಕ್ಕೂ ಹೆಚ್ಚಿನ ಅಭ್ಯರ್ಥಿಗಳು ವ್ಯಾಸಂಗ ಮಾಡುತ್ತಿದ್ದಾರೆ. ಈ ವರ್ಷ 5 ವರ್ಷದ ಬಿ.ಎ.ಎಲ್.ಎಲ್.ಬಿ ಕೋರ್ಸ್ ಆರಂಭಿಸಲಾಗಿದೆ. ಹೊಸದಾಗಿ ಜೆನಿಟಿಕ್ಸ್ & ಜೀನೋಮಿಕ್ಸ್ ಲೈಫ್ ಸೈನ್ಸ್, xyxy=(205,334,355,658)
column-divider xyxy=(692,75,695,805)
article-text: ಜಾತಿಗಳಿವೆ. ಕುಲಕುಲವೆಂದು ಹೊಡೆದಾಡದಿರಿ ಅದರಲ್ಲಿ ಏನೂ ಪ್ರಯೋಜನವಿಲ್ಲ. ಜಾತಿಗೆ ಎಂದೂ ಮನ್ನಣೆ ನೀಡದಂತೆ ಕನಕದಾಸರು ಸಾರಿದ್ದಾರೆ ಎಂದು ನುಡಿದರು. ಅಂತಹ ಮಹಾತ್ಮರ ಆದರ್ಶ ವಿದ್ಯಾರ್ಥಿಗಳು ಅನುಸರಿಸಿ ತಮ್ಮ ಬದುಕು ಸಾರ್ಥಕತೆ ಪಡಿಸಿ ಕೊಳ್ಳಬೇಕು ಎಂದು ತಿಳಿಸಿದರು. ಈ ಸಂದರ್ಭದಲ್ಲಿ ಉಪಪ್ರಾಚಾರ್ಯ ಸಿದ್ರಾಮ ಗೊಗ್ಗಾ, ಶಿಕ್ಷಣ ಸಂಯೋಜಕ ಬಾಲಾಜಿ ವಲ್ಲೂರೆ, ಉಪನ್ಯಾಸಕರಾದ ರವಿ ಬಿರಾದಾರ್, ಉಜಮಾ ರೆಡ್ಡಿ, ಹಣುಮಂತ ಜ್ಯಾಂತಿಕರ್ ಸೇರಿದಂತೆ ಹಲವರು ಇದ್ದರು. xyxy=(697,1319,915,1412)
article-text: ಬೀದರ್: ಕರ್ನಾಟಕ ರಾಜ್ಯ ಮಕ್ಕಳ ಹಕ್ಕುಗಳ ಆಯೋಗದ ಹಂಗಾಮಿ ಅಧ್ಯಕ್ಷರಾಗಿ ಶಶಿಧರ್ ಕೋಸಂಬೆ ಅವರನ್ನು ನೇಮಕ ಮಾಡಿದ ರಾಜ್ಯ ಸರ್ಕಾರದ ತೀರ್ಮಾನವನ್ನು ತಕ್ಷಣ ಹಿಂತೆಗೆದುಕೊಳ್ಳಬೇಕೆಂದು xyxy=(700,666,828,732)
headline-line: ಕನಕದಾಸರ ಕೀರ್ತನೆಗಳು xyxy=(700,101,815,119)
photo-people xyxy=(144,1211,234,1261)
byline: ಪ್ರಮಥವಾಣಿ.ಕಾಂ xyxy=(34,1330,91,1341)
lead-col-4 xyxy=(532,184,690,804)
photo-students xyxy=(478,1353,688,1393)
article-text: ಕಲಬುರಗಿ: ಜಗತ್ತಿನ ನಾಲ್ಕನೇ ಅತಿ ದೊಡ್ಡ ಆರ್ಥಿಕ ಶಕ್ತಿಯಾಗಿ ಗುರುತಿಸಿಕೊಂಡಿರುವ ಭಾರತ ಇದೀಗ ಡಿಜಿಟಲ್ ಶಕ್ತಿ ಕೇಂದ್ರವಾಗಿಯೂ ದಾಪುಗಾಲು ಇಟ್ಟಿದೆ. ದತ್ತಾಂಶ ಮತ್ತು ಮಾನವೀಯತೆಯನ್ನು ರಕ್ಷಿಸುವುದರ ಜೊತೆಗೆ ಭವಿಷ್ಯದ ಏಳಿಗೆಗೆ ಡಿಜಿಟಲ್ ಭಾರತ ನಿರ್ಮಿಸೋಣ ಎಂದು ಭಾರತದ ಕಾನೂನು ಆಯೋಗದ ಅಧ್ಯಕ್ಷರು ಮತ್ತು ಸರ್ವೋಚ್ಚ ನ್ಯಾಯಾಲಯದ ವಿಶ್ರಾಂತ ನ್ಯಾಯಾಧೀಶರಾದ ನ್ಯಾಯಮೂರ್ತಿ ದಿನೇಶ ಮಹೇಶ್ವರಿ ಹೇಳಿದರು. ಶನಿವಾರ ಕಡಗಂಚಿಯ ಕರ್ನಾಟಕ ಕೇಂದ್ರೀಯ ವಿಶ್ವವಿದ್ಯಾಲಯದ ವಿವಿ ಧ್ಯೋದ್ದೇಶ ಭವನದಲ್ಲಿ ಜರುಗಿದ ವಿ.ವಿ.ಯ ಒಂಭತ್ತನೇ ಘಟಿಕೋತ್ಸವದಲ್ಲಿ ಮುಖ್ಯ ಭಾಷಣಕಾರರಾಗಿ ವಿದ್ಯಾರ್ಥಿಗಳನ್ನು ಉದ್ದೇಶಿಸಿ ಮಾತನಾಡಿದ ಅವರು, ಯಂತ್ರಗಳ ಬುದ್ಧಿವಂತಿಕೆ ಬದಲಾಗಿ ಮಾನವ ಭಾವನೆಯನ್ನು ಅರ್ಥ ಮಾಡಿಕೊಳ್ಳುವ ತಂತ್ರಜ್ಞಾನ ಅಭಿವೃದ್ಧಿಪಡಿಸಿ ನಾವು ಸಾಗಬೇಕಿದೆ ಎಂದರು. ಇಂದಿನ ತಂತ್ರಜ್ಞಾನ ಜಗತ್ತಿನಲ್ಲಿ ಭದ್ರತೆಯ ಮಾನದಂಡಗಳು ನಾವು ನಿಜವಾಗಿಯೂ ನಾವು ಎಂಬುದನ್ನು ಸಾಬೀತು ಮಾಡುವ ಪ್ರಶ್ನೆಯ ಮುಂದೆ ಹೇಗೆ ಕಾಣಿಸಿಕೊಳ್ಳಬೇಕೆಂಬುದಕ್ಕೆ ಬದಲಾಗಿದೆ. ಇದು ನೈಜ ಅಸ್ತಿತ್ವದ, ಬಟ್ಟ ಕೃತಕ ಲೋಕದ ಮೌಲ್ಯಮಾಪನಕ್ಕೂ ಹಾದುಹೋಗುವ ನಡೆಸಿರುವಂತಿದೆ. ಭದ್ರತೆಯ ಹೊಣೆ ಏಳಿಗೆಗೆ ಕೇವಲ ಒಂದು ತಂತ್ರಗಾರಿಕೆಯಲ್ಲ, ಬದಲಾಗಿ ಜೀವದ ಅವಿಭಾಜ್ಯ ಅಭ್ಯಾಸ ಮತ್ತು ಸಾಂಸ್ಕೃತಿಕ ನಿಲುವಿನ ಸಂವಿಧಾನದಲ್ಲಿ ಪ್ರಜಾಪ್ರಭುತ್ವದ ಭಾವಕ್ಕೆ ಕೇವಲ ಒಂದು ತತ್ವವಲ್ಲ, ಮಾರ್ಗದರ್ಶಕ ಮನೋಭಾವನೆಯ ಆದರ್ಶ ಪ್ರಾಮುಖ್ಯತೆಯನ್ನು ಒತ್ತಿ ಹೇಳುತ್ತದೆ. ಹೀಗಾಗಿ ಭಾರತೀಯ ಭಾವನೆಯಿಂದ ನಿಜವಾದ ಸಾಮಾಜಿಕ ಉನ್ನತಿಗೆ ಜೋಡಿಸಲಾಗಿದೆ ಎಂದು ಅವರು ಅಭಿಪ್ರಾಯಪಟ್ಟರು. ವಸುದೈವ ಕುಟುಂಬಕಂ ಪರಿಕಲ್ಪನೆಯಲ್ಲಿ ಸರ್ವರನ್ನು ಒಳಗೊಂಡಂತೆ ಸಹಕಾರ ತತ್ತ್ವದ ಮಾದರಿಯಂತೆ ಭಾರತ ತನ್ನ ಗತ ವೈಭವವನ್ನು ಹೊಸ ಎತ್ತರದತ್ತ ಕೊಂಡೊಯ್ಯಲು ಸಿದ್ಧವಾಗಿದೆ. ನೀವು ಸಂಪಾದಿಸಿದ xyxy=(34,198,202,617)
section-divider xyxy=(700,597,915,600)
